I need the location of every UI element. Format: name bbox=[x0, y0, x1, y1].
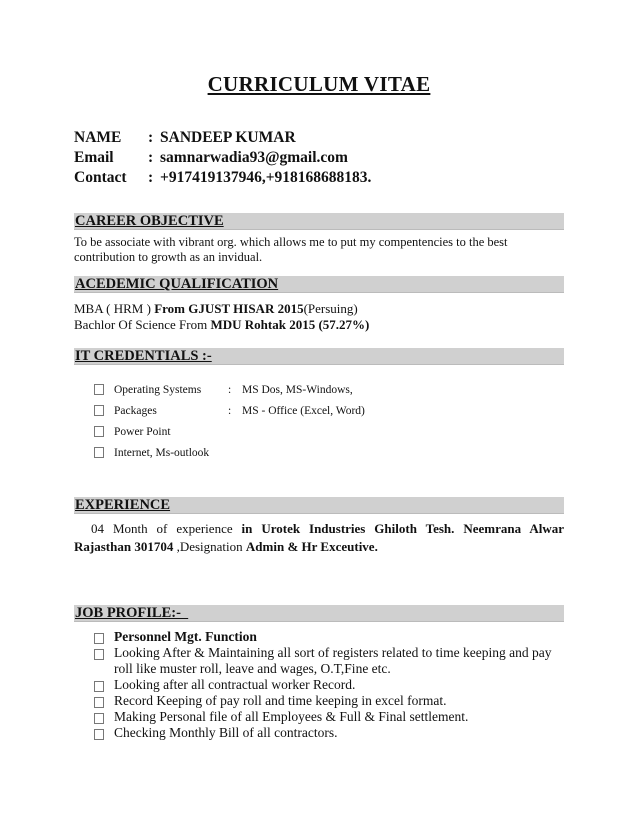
checkbox-icon bbox=[94, 633, 104, 644]
list-item bbox=[94, 693, 564, 709]
email-sep: : bbox=[148, 149, 154, 166]
list-item bbox=[94, 443, 365, 464]
it-item-value: MS Dos, MS-Windows, bbox=[242, 384, 353, 396]
qualification-bsc bbox=[74, 317, 369, 333]
career-objective-header bbox=[74, 213, 564, 230]
experience-header bbox=[74, 497, 564, 514]
page-title: CURRICULUM VITAE bbox=[207, 72, 431, 96]
checkbox-icon bbox=[94, 426, 104, 437]
contact-row bbox=[74, 168, 371, 188]
list-item bbox=[94, 709, 564, 725]
checkbox-icon bbox=[94, 405, 104, 416]
experience-duration: 04 Month of experience bbox=[91, 521, 242, 536]
it-item-name: Packages bbox=[114, 405, 157, 417]
experience-designation: Admin & Hr Exceutive. bbox=[245, 539, 378, 554]
checkbox-icon bbox=[94, 697, 104, 708]
it-item-value: MS - Office (Excel, Word) bbox=[242, 405, 365, 417]
it-item-name: Internet, Ms-outlook bbox=[114, 447, 210, 459]
job-profile-list bbox=[94, 629, 564, 741]
contact-sep: : bbox=[148, 169, 154, 186]
bsc-institution: MDU Rohtak 2015 (57.27%) bbox=[210, 317, 370, 332]
job-item-text: Making Personal file of all Employees & Full & Final settlement. bbox=[114, 709, 469, 724]
job-item-text: Personnel Mgt. Function bbox=[114, 629, 257, 644]
checkbox-icon bbox=[94, 649, 104, 660]
it-credentials-list bbox=[94, 380, 365, 464]
mba-degree: MBA ( HRM ) bbox=[74, 301, 155, 316]
academic-heading: ACEDEMIC QUALIFICATION bbox=[75, 276, 279, 292]
list-item bbox=[94, 677, 564, 693]
it-credentials-heading: IT CREDENTIALS :- bbox=[75, 348, 212, 364]
list-item bbox=[94, 401, 365, 422]
mba-institution: From GJUST HISAR 2015 bbox=[154, 301, 304, 316]
checkbox-icon bbox=[94, 384, 104, 395]
personal-info bbox=[74, 128, 371, 188]
experience-text bbox=[74, 520, 564, 556]
name-sep: : bbox=[148, 129, 154, 146]
it-item-name: Power Point bbox=[114, 426, 171, 438]
career-objective-text: To be associate with vibrant org. which allows me to put my compentencies to the best contribution to growth as an invidual. bbox=[74, 235, 508, 264]
experience-designation-label: ,Designation bbox=[173, 539, 246, 554]
job-item-text: Checking Monthly Bill of all contractors. bbox=[114, 725, 338, 740]
checkbox-icon bbox=[94, 681, 104, 692]
list-item bbox=[94, 645, 564, 677]
contact-label: Contact bbox=[74, 169, 127, 186]
list-item bbox=[94, 629, 564, 645]
experience-heading: EXPERIENCE bbox=[75, 497, 171, 513]
checkbox-icon bbox=[94, 729, 104, 740]
email-value: samnarwadia93@gmail.com bbox=[160, 149, 348, 166]
it-item-sep: : bbox=[228, 384, 232, 396]
list-item bbox=[94, 380, 365, 401]
mba-status: (Persuing) bbox=[303, 301, 358, 316]
bsc-degree: Bachlor Of Science From bbox=[74, 317, 211, 332]
name-value: SANDEEP KUMAR bbox=[160, 129, 296, 146]
career-objective-heading: CAREER OBJECTIVE bbox=[75, 213, 224, 229]
job-item-text: Looking After & Maintaining all sort of registers related to time keeping and pay roll like muster roll, leave and wages, O.T,Fine etc. bbox=[114, 645, 552, 676]
job-profile-heading: JOB PROFILE:- bbox=[75, 605, 189, 621]
name-label: NAME bbox=[74, 129, 122, 146]
name-row bbox=[74, 128, 371, 148]
experience-company: in Urotek Industries Ghiloth Tesh. Neemrana Alwar Rajasthan 301704 bbox=[74, 521, 564, 554]
job-item-text: Record Keeping of pay roll and time keeping in excel format. bbox=[114, 693, 447, 708]
it-item-name: Operating Systems bbox=[114, 384, 202, 396]
email-label: Email bbox=[74, 149, 114, 166]
list-item bbox=[94, 422, 365, 443]
checkbox-icon bbox=[94, 447, 104, 458]
qualification-mba bbox=[74, 301, 358, 317]
job-item-text: Looking after all contractual worker Record. bbox=[114, 677, 356, 692]
academic-header bbox=[74, 276, 564, 293]
checkbox-icon bbox=[94, 713, 104, 724]
it-item-sep: : bbox=[228, 405, 232, 417]
contact-value: +917419137946,+918168688183. bbox=[160, 169, 372, 186]
job-profile-header bbox=[74, 605, 564, 622]
email-row bbox=[74, 148, 371, 168]
it-credentials-header bbox=[74, 348, 564, 365]
list-item bbox=[94, 725, 564, 741]
